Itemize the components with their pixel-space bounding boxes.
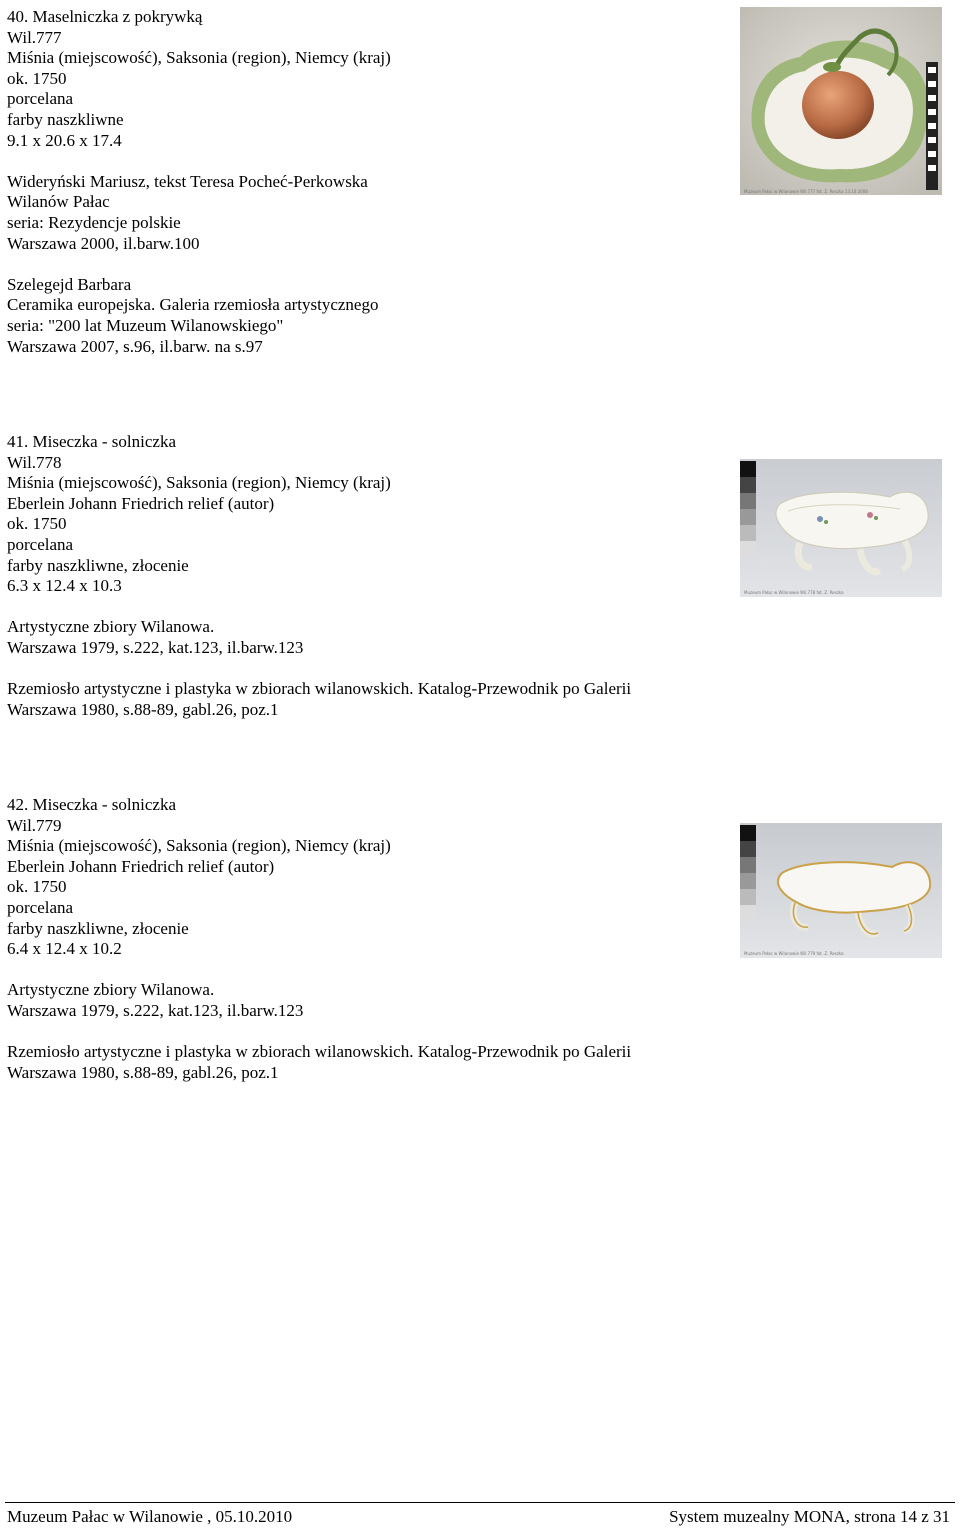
- place-of-origin: Miśnia (miejscowość), Saksonia (region), Niemcy (kraj): [7, 473, 391, 493]
- footer-divider: [5, 1502, 955, 1503]
- place-of-origin: Miśnia (miejscowość), Saksonia (region), Niemcy (kraj): [7, 836, 391, 856]
- photo-caption: Muzeum Pałac w Wilanowie Wil.777 fot. Z. Reszka 13.10.2008: [744, 189, 868, 194]
- reference-line: Ceramika europejska. Galeria rzemiosła artystycznego: [7, 295, 379, 315]
- reference-line: Artystyczne zbiory Wilanowa.: [7, 980, 215, 1000]
- technique: farby naszkliwne, złocenie: [7, 918, 189, 938]
- inventory-number: Wil.779: [7, 815, 62, 835]
- catalog-entry-41: [7, 432, 727, 720]
- reference-line: Warszawa 2000, il.barw.100: [7, 233, 200, 253]
- date: ok. 1750: [7, 68, 67, 88]
- date: ok. 1750: [7, 877, 67, 897]
- reference-line: seria: Rezydencje polskie: [7, 212, 181, 232]
- reference-line: Warszawa 1980, s.88-89, gabl.26, poz.1: [7, 1062, 279, 1082]
- reference-line: Warszawa 1980, s.88-89, gabl.26, poz.1: [7, 699, 279, 719]
- material: porcelana: [7, 89, 74, 109]
- footer-museum-date: Muzeum Pałac w Wilanowie , 05.10.2010: [7, 1507, 293, 1526]
- entry-heading: 40. Maselniczka z pokrywką: [7, 7, 203, 26]
- photo-caption: Muzeum Pałac w Wilanowie Wil.779 fot. Z. Reszka: [744, 951, 844, 956]
- reference-line: Warszawa 2007, s.96, il.barw. na s.97: [7, 336, 263, 356]
- technique: farby naszkliwne: [7, 109, 124, 129]
- date: ok. 1750: [7, 514, 67, 534]
- entry-heading: 42. Miseczka - solniczka: [7, 795, 176, 814]
- catalog-entry-40: [7, 7, 727, 357]
- reference-line: Rzemiosło artystyczne i plastyka w zbiorach wilanowskich. Katalog-Przewodnik po Galerii: [7, 679, 632, 699]
- reference-line: Warszawa 1979, s.222, kat.123, il.barw.123: [7, 1000, 304, 1020]
- inventory-number: Wil.777: [7, 27, 62, 47]
- reference-line: Artystyczne zbiory Wilanowa.: [7, 617, 215, 637]
- photo-caption: Muzeum Pałac w Wilanowie Wil.778 fot. Z. Reszka: [744, 590, 844, 595]
- reference-line: Wilanów Pałac: [7, 192, 110, 212]
- reference-line: Szelegejd Barbara: [7, 274, 132, 294]
- entry-heading: 41. Miseczka - solniczka: [7, 432, 176, 451]
- place-of-origin: Miśnia (miejscowość), Saksonia (region), Niemcy (kraj): [7, 48, 391, 68]
- technique: farby naszkliwne, złocenie: [7, 555, 189, 575]
- dimensions: 9.1 x 20.6 x 17.4: [7, 130, 122, 150]
- inventory-number: Wil.778: [7, 452, 62, 472]
- dimensions: 6.3 x 12.4 x 10.3: [7, 576, 122, 596]
- reference-line: seria: "200 lat Muzeum Wilanowskiego": [7, 315, 284, 335]
- reference-line: Wideryński Mariusz, tekst Teresa Pocheć-Perkowska: [7, 171, 368, 191]
- footer-page-number: System muzealny MONA, strona 14 z 31: [669, 1507, 950, 1526]
- material: porcelana: [7, 897, 74, 917]
- object-photo-butter-dish: [740, 7, 942, 195]
- author: Eberlein Johann Friedrich relief (autor): [7, 493, 275, 513]
- reference-line: Warszawa 1979, s.222, kat.123, il.barw.123: [7, 637, 304, 657]
- catalog-entry-42: [7, 795, 727, 1083]
- dimensions: 6.4 x 12.4 x 10.2: [7, 939, 122, 959]
- object-photo-salt-cellar-778: [740, 459, 942, 597]
- author: Eberlein Johann Friedrich relief (autor): [7, 856, 275, 876]
- material: porcelana: [7, 534, 74, 554]
- reference-line: Rzemiosło artystyczne i plastyka w zbiorach wilanowskich. Katalog-Przewodnik po Galerii: [7, 1042, 632, 1062]
- object-photo-salt-cellar-779: [740, 823, 942, 958]
